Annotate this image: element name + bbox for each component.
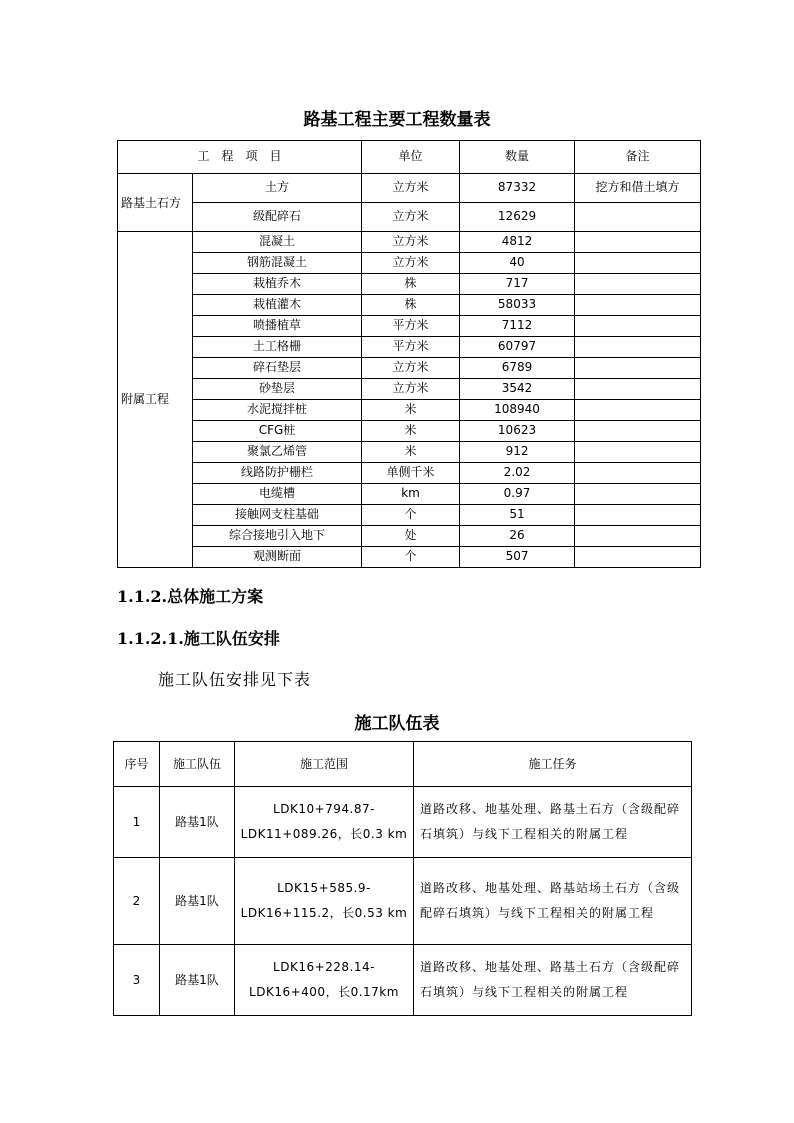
quantity-table-title: 路基工程主要工程数量表 [303, 110, 491, 130]
table-row [114, 787, 692, 858]
row-task: 道路改移、地基处理、路基土石方（含级配碎石填筑）与线下工程相关的附属工程 [414, 945, 692, 1016]
row-quantity: 40 [460, 253, 575, 274]
row-unit: 立方米 [362, 232, 460, 253]
row-remark [575, 505, 701, 526]
header-task: 施工任务 [414, 742, 692, 787]
section-heading: 1.1.2.总体施工方案 [117, 587, 264, 606]
row-quantity: 0.97 [460, 484, 575, 505]
row-item: 聚氯乙烯管 [193, 442, 362, 463]
quantity-table [117, 140, 701, 568]
row-item: 碎石垫层 [193, 358, 362, 379]
table-row [118, 316, 701, 337]
table-row [118, 442, 701, 463]
row-unit: 平方米 [362, 337, 460, 358]
table-row [118, 253, 701, 274]
row-remark [575, 203, 701, 232]
intro-paragraph: 施工队伍安排见下表 [158, 670, 312, 689]
row-remark [575, 442, 701, 463]
team-table [113, 741, 692, 1016]
row-item: 接触网支柱基础 [193, 505, 362, 526]
row-unit: 单侧千米 [362, 463, 460, 484]
header-range: 施工范围 [235, 742, 414, 787]
row-quantity: 108940 [460, 400, 575, 421]
row-remark [575, 316, 701, 337]
row-remark [575, 463, 701, 484]
row-quantity: 2.02 [460, 463, 575, 484]
row-quantity: 58033 [460, 295, 575, 316]
row-remark [575, 295, 701, 316]
row-quantity: 12629 [460, 203, 575, 232]
row-quantity: 10623 [460, 421, 575, 442]
row-item: 栽植灌木 [193, 295, 362, 316]
row-unit: 米 [362, 400, 460, 421]
row-item: CFG桩 [193, 421, 362, 442]
row-unit: 平方米 [362, 316, 460, 337]
row-item: 砂垫层 [193, 379, 362, 400]
header-remark: 备注 [575, 141, 701, 174]
row-unit: 立方米 [362, 253, 460, 274]
table-row [118, 232, 701, 253]
row-quantity: 507 [460, 547, 575, 568]
table-row [118, 400, 701, 421]
row-quantity: 4812 [460, 232, 575, 253]
group-label-auxiliary: 附属工程 [118, 232, 193, 568]
row-remark [575, 253, 701, 274]
table-row [118, 484, 701, 505]
row-item: 线路防护栅栏 [193, 463, 362, 484]
row-remark [575, 526, 701, 547]
row-unit: 立方米 [362, 203, 460, 232]
table-row [118, 547, 701, 568]
row-task: 道路改移、地基处理、路基土石方（含级配碎石填筑）与线下工程相关的附属工程 [414, 787, 692, 858]
table-row [118, 274, 701, 295]
row-unit: 立方米 [362, 379, 460, 400]
row-remark: 挖方和借土填方 [575, 174, 701, 203]
row-quantity: 87332 [460, 174, 575, 203]
row-quantity: 912 [460, 442, 575, 463]
row-range: LDK15+585.9-LDK16+115.2，长0.53 km [235, 858, 414, 945]
group-label-earthwork: 路基土石方 [118, 174, 193, 232]
table-row [118, 174, 701, 203]
table-header-row [114, 742, 692, 787]
row-task: 道路改移、地基处理、路基站场土石方（含级配碎石填筑）与线下工程相关的附属工程 [414, 858, 692, 945]
header-quantity: 数量 [460, 141, 575, 174]
table-row [118, 203, 701, 232]
row-no: 1 [114, 787, 160, 858]
row-quantity: 51 [460, 505, 575, 526]
row-remark [575, 274, 701, 295]
header-item: 工 程 项 目 [118, 141, 362, 174]
row-remark [575, 337, 701, 358]
row-remark [575, 421, 701, 442]
row-item: 喷播植草 [193, 316, 362, 337]
row-item: 综合接地引入地下 [193, 526, 362, 547]
row-unit: 立方米 [362, 174, 460, 203]
table-row [114, 945, 692, 1016]
header-unit: 单位 [362, 141, 460, 174]
row-item: 土方 [193, 174, 362, 203]
row-remark [575, 232, 701, 253]
row-item: 电缆槽 [193, 484, 362, 505]
row-item: 水泥搅拌桩 [193, 400, 362, 421]
row-unit: 处 [362, 526, 460, 547]
row-item: 观测断面 [193, 547, 362, 568]
table-row [118, 463, 701, 484]
row-unit: km [362, 484, 460, 505]
row-remark [575, 379, 701, 400]
row-item: 土工格栅 [193, 337, 362, 358]
header-no: 序号 [114, 742, 160, 787]
row-remark [575, 358, 701, 379]
row-range: LDK10+794.87-LDK11+089.26，长0.3 km [235, 787, 414, 858]
row-unit: 米 [362, 421, 460, 442]
row-quantity: 717 [460, 274, 575, 295]
row-range: LDK16+228.14-LDK16+400，长0.17km [235, 945, 414, 1016]
team-table-title: 施工队伍表 [354, 714, 440, 734]
row-unit: 米 [362, 442, 460, 463]
table-row [118, 526, 701, 547]
table-header-row [118, 141, 701, 174]
row-item: 级配碎石 [193, 203, 362, 232]
row-quantity: 3542 [460, 379, 575, 400]
row-quantity: 6789 [460, 358, 575, 379]
row-unit: 株 [362, 274, 460, 295]
row-quantity: 26 [460, 526, 575, 547]
subsection-heading: 1.1.2.1.施工队伍安排 [117, 629, 280, 648]
row-team: 路基1队 [160, 945, 235, 1016]
row-unit: 株 [362, 295, 460, 316]
row-team: 路基1队 [160, 787, 235, 858]
table-row [114, 858, 692, 945]
row-remark [575, 547, 701, 568]
table-row [118, 421, 701, 442]
header-team: 施工队伍 [160, 742, 235, 787]
row-unit: 个 [362, 547, 460, 568]
row-no: 3 [114, 945, 160, 1016]
row-unit: 立方米 [362, 358, 460, 379]
table-row [118, 505, 701, 526]
table-row [118, 337, 701, 358]
row-unit: 个 [362, 505, 460, 526]
row-team: 路基1队 [160, 858, 235, 945]
table-row [118, 295, 701, 316]
row-remark [575, 400, 701, 421]
table-row [118, 358, 701, 379]
row-item: 混凝土 [193, 232, 362, 253]
row-no: 2 [114, 858, 160, 945]
row-quantity: 60797 [460, 337, 575, 358]
row-quantity: 7112 [460, 316, 575, 337]
row-remark [575, 484, 701, 505]
row-item: 栽植乔木 [193, 274, 362, 295]
row-item: 钢筋混凝土 [193, 253, 362, 274]
table-row [118, 379, 701, 400]
